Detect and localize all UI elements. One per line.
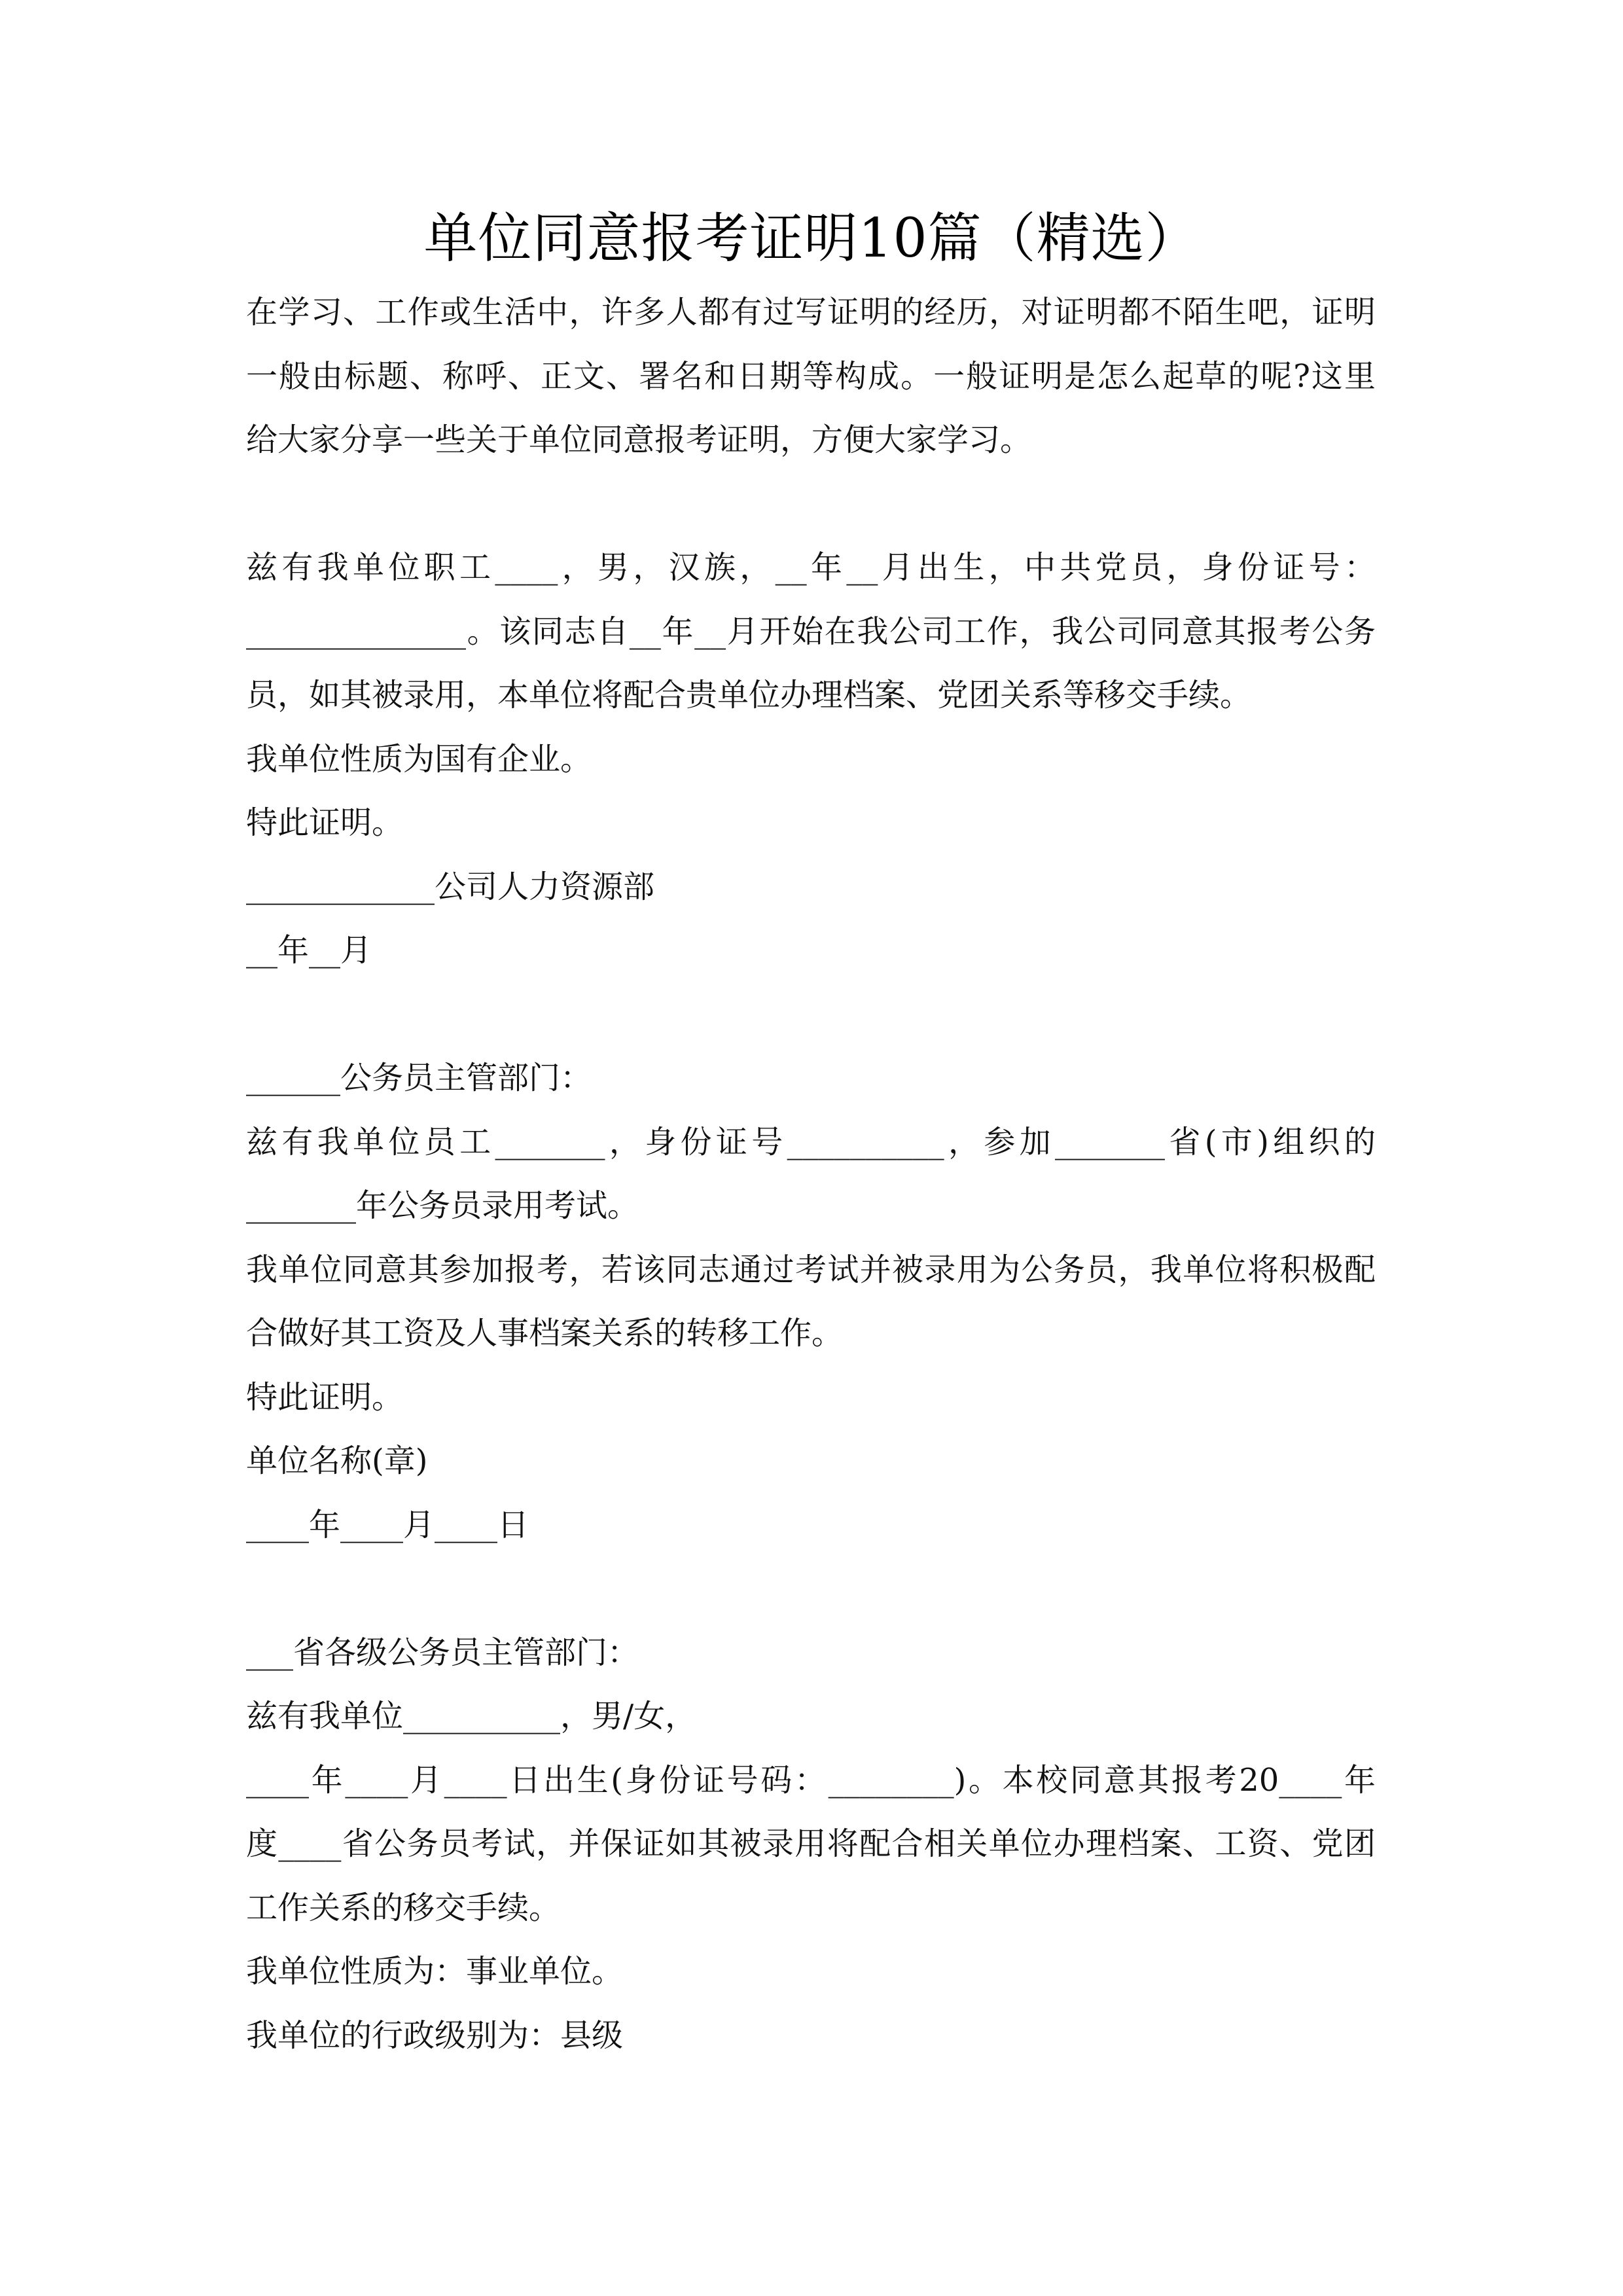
text-line: 员，如其被录用，本单位将配合贵单位办理档案、党团关系等移交手续。 (246, 677, 1252, 713)
text-line: 合做好其工资及人事档案关系的转移工作。 (246, 1315, 844, 1352)
signature-line: 单位名称(章) (246, 1443, 428, 1479)
text-line: ____年____月____日出生(身份证号码：________)。本校同意其报考20____年 (246, 1761, 1376, 1799)
text-line: ______________。该同志自__年__月开始在我公司工作，我公司同意其报考公务 (246, 613, 1376, 650)
text-line: 我单位同意其参加报考，若该同志通过考试并被录用为公务员，我单位将积极配 (246, 1251, 1376, 1288)
sample-certificate-1 (246, 536, 1376, 983)
date-line: ____年____月____日 (246, 1506, 529, 1543)
salutation-line: ______公务员主管部门： (246, 1060, 592, 1096)
sample-certificate-3 (246, 1621, 1376, 2068)
text-line: 兹有我单位__________，男/女， (246, 1698, 697, 1734)
text-line: 我单位性质为国有企业。 (246, 740, 592, 778)
text-line: 度____省公务员考试，并保证如其被录用将配合相关单位办理档案、工资、党团 (246, 1825, 1376, 1862)
document-body (246, 281, 1376, 2068)
text-line: 给大家分享一些关于单位同意报考证明，方便大家学习。 (246, 422, 1032, 458)
text-line: 我单位的行政级别为：县级 (246, 2017, 624, 2054)
text-line: 特此证明。 (246, 1378, 404, 1416)
date-line: __年__月 (246, 932, 372, 969)
text-line: 特此证明。 (246, 804, 404, 841)
blank-line (246, 1557, 1376, 1621)
intro-paragraph (246, 281, 1376, 473)
blank-line (246, 983, 1376, 1047)
salutation-line: ___省各级公务员主管部门： (246, 1634, 639, 1671)
text-line: 兹有我单位职工____，男，汉族，__年__月出生，中共党员，身份证号： (246, 549, 1376, 586)
document-title: 单位同意报考证明10篇（精选） (423, 207, 1200, 270)
text-line: 兹有我单位员工_______，身份证号__________，参加_______省(市)组织的 (246, 1123, 1376, 1160)
text-line: 一般由标题、称呼、正文、署名和日期等构成。一般证明是怎么起草的呢?这里 (246, 357, 1376, 395)
text-line: 我单位性质为：事业单位。 (246, 1953, 624, 1990)
text-line: _______年公务员录用考试。 (246, 1187, 639, 1224)
text-line: 在学习、工作或生活中，许多人都有过写证明的经历，对证明都不陌生吧，证明 (246, 294, 1376, 331)
sample-certificate-2 (246, 1047, 1376, 1557)
signature-line: ____________公司人力资源部 (246, 868, 655, 905)
text-line: 工作关系的移交手续。 (246, 1889, 561, 1926)
blank-line (246, 473, 1376, 537)
